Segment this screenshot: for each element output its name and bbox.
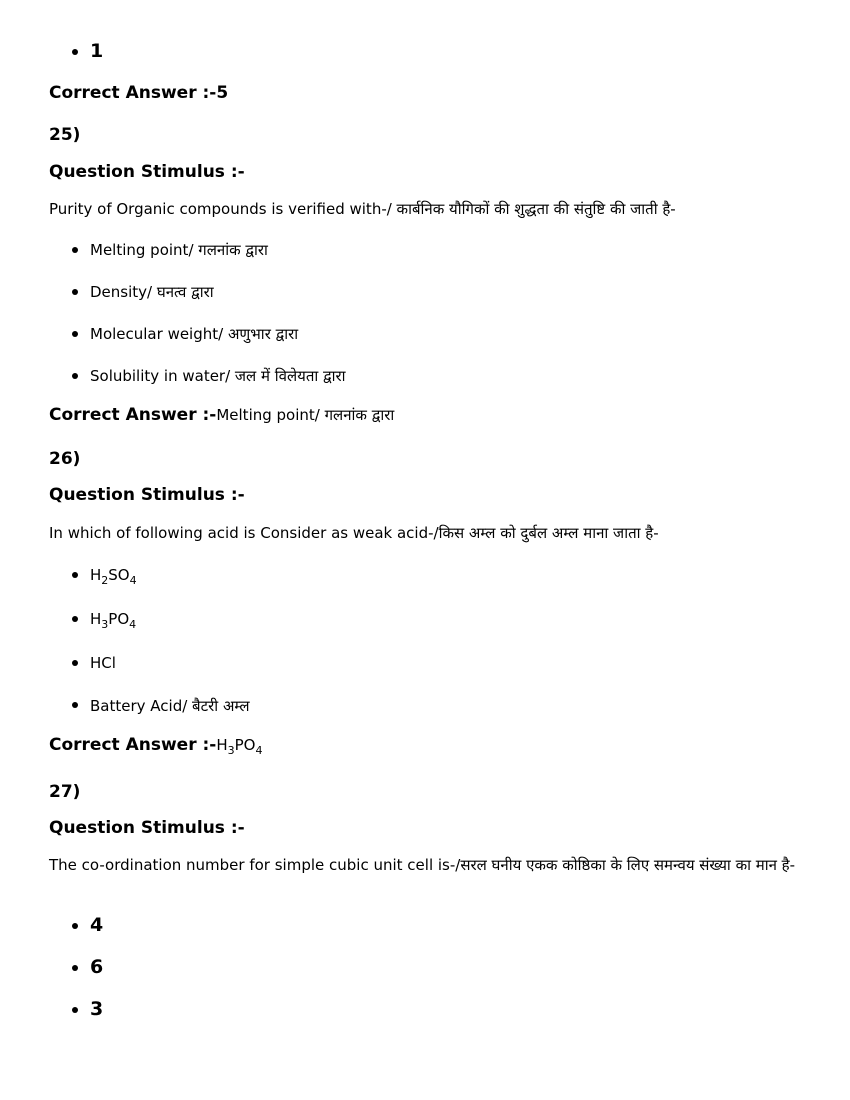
question-text: The co-ordination number for simple cubic unit cell is-/सरल घनीय एकक कोष्ठिका के लिए समन्वय संख्या का मान है- (49, 856, 796, 874)
option-item: Melting point/ गलनांक द्वारा (90, 241, 268, 259)
bullet-icon (72, 965, 78, 971)
bullet-icon (72, 289, 78, 295)
option-item: Battery Acid/ बैटरी अम्ल (90, 697, 250, 715)
option-item: Density/ घनत्व द्वारा (90, 283, 214, 301)
option-item: 6 (90, 956, 104, 978)
option-item: $H_3PO_4$ (90, 610, 137, 631)
question-stimulus-label: Question Stimulus :- (49, 162, 245, 182)
option-item: 3 (90, 998, 104, 1020)
correct-answer-label: Correct Answer :- (49, 83, 217, 103)
question-text: Purity of Organic compounds is verified with-/ कार्बनिक यौगिकों की शुद्धता की संतुष्टि की जाती है- (49, 200, 676, 218)
question-text: In which of following acid is Consider as weak acid-/किस अम्ल को दुर्बल अम्ल माना जाता है- (49, 524, 659, 542)
correct-answer-value: Melting point/ गलनांक द्वारा (216, 406, 395, 424)
option-item: 4 (90, 914, 104, 936)
correct-answer (49, 735, 262, 755)
bullet-icon (72, 572, 78, 578)
bullet-icon (72, 49, 78, 55)
question-stimulus-label: Question Stimulus :- (49, 485, 245, 505)
question-number: 26) (49, 449, 81, 469)
option-item: HCl (90, 654, 116, 672)
option-item: Solubility in water/ जल में विलेयता द्वारा (90, 367, 346, 385)
question-number: 27) (49, 782, 81, 802)
option-item: $H_2SO_4$ (90, 566, 137, 587)
correct-answer-value: 5 (216, 83, 229, 103)
correct-answer (49, 405, 394, 425)
bullet-icon (72, 1007, 78, 1013)
bullet-icon (72, 331, 78, 337)
question-stimulus-label: Question Stimulus :- (49, 818, 245, 838)
correct-answer-label: Correct Answer :- (49, 735, 217, 755)
option-item: Molecular weight/ अणुभार द्वारा (90, 325, 299, 343)
bullet-icon (72, 660, 78, 666)
correct-answer-label: Correct Answer :- (49, 405, 217, 425)
bullet-icon (72, 247, 78, 253)
question-number: 25) (49, 125, 81, 145)
prev-correct-answer (49, 83, 228, 103)
correct-answer-value: $H_3PO_4$ (216, 736, 263, 757)
bullet-icon (72, 373, 78, 379)
bullet-icon (72, 616, 78, 622)
bullet-icon (72, 702, 78, 708)
bullet-icon (72, 923, 78, 929)
prev-option: 1 (90, 40, 104, 62)
